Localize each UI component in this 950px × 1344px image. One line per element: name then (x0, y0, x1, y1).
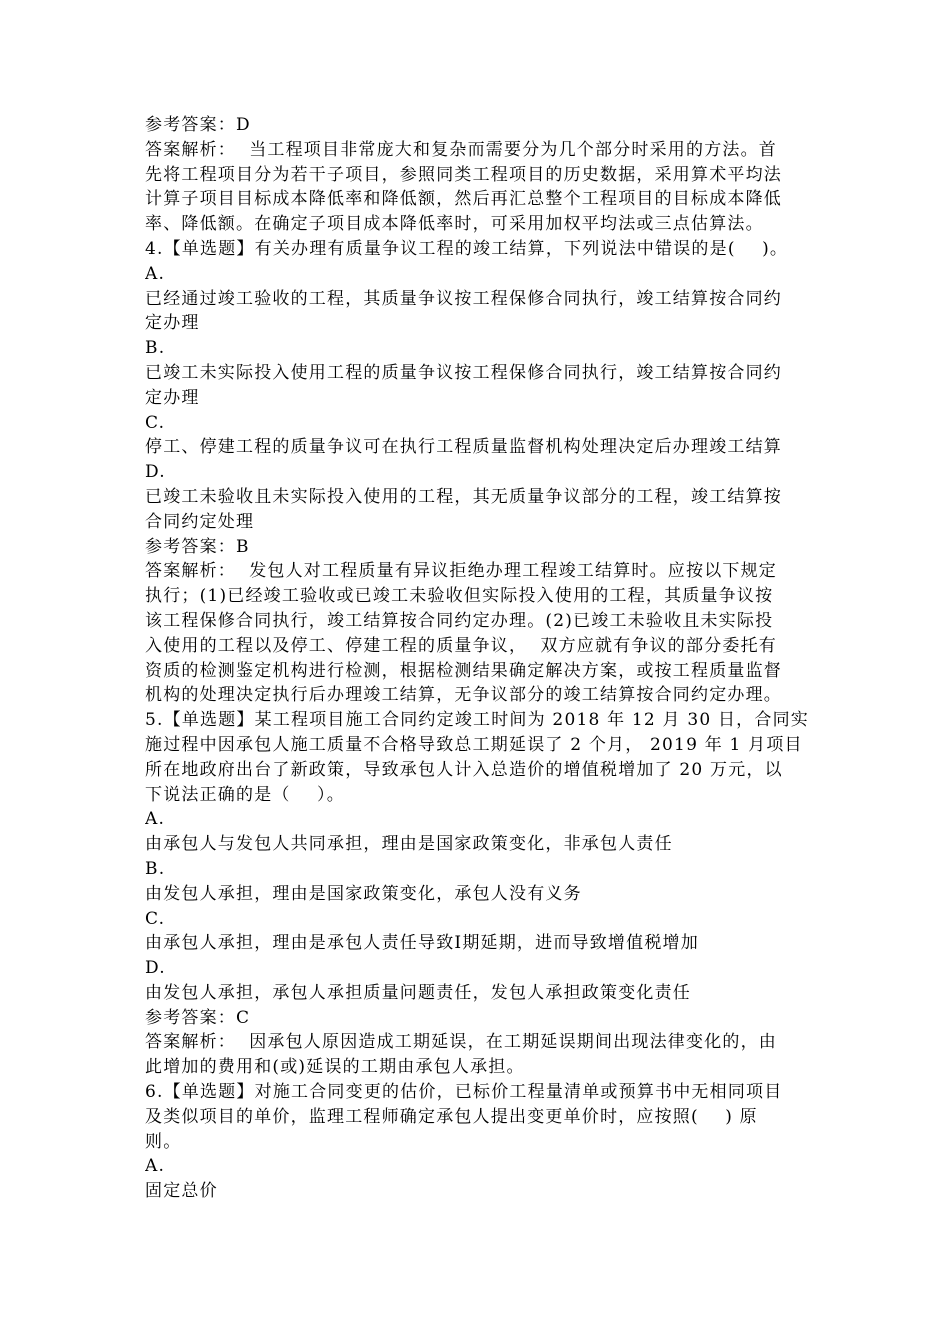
reference-answer: 参考答案：B (145, 536, 250, 557)
answer-explanation: 入使用的工程以及停工、停建工程的质量争议， 双方应就有争议的部分委托有 (145, 635, 778, 656)
text-line: 答案解析： 当工程项目非常庞大和复杂而需要分为几个部分时采用的方法。首 (145, 139, 778, 160)
option-letter: D. (145, 958, 166, 979)
answer-explanation: 执行；(1)已经竣工验收或已竣工未验收但实际投入使用的工程，其质量争议按 (145, 586, 774, 607)
question-title: 下说法正确的是（ ）。 (145, 784, 345, 805)
option-letter: D. (145, 462, 166, 483)
answer-explanation: 该工程保修合同执行，竣工结算按合同约定办理。(2)已竣工未验收且未实际投 (145, 610, 774, 631)
option-text: 由承包人与发包人共同承担，理由是国家政策变化，非承包人责任 (145, 834, 673, 855)
option-text: 已经通过竣工验收的工程，其质量争议按工程保修合同执行，竣工结算按合同约 (145, 288, 782, 309)
text-line: 参考答案：D (145, 115, 251, 135)
option-text: 定办理 (145, 313, 200, 334)
option-letter: C. (145, 908, 166, 929)
question-title: 所在地政府出台了新政策，导致承包人计入总造价的增值税增加了 20 万元，以 (145, 759, 783, 780)
option-letter: A. (145, 809, 166, 830)
option-text: 已竣工未验收且未实际投入使用的工程，其无质量争议部分的工程，竣工结算按 (145, 486, 782, 507)
question-title: 4.【单选题】有关办理有质量争议工程的竣工结算，下列说法中错误的是( )。 (145, 238, 789, 259)
option-letter: B. (145, 338, 166, 359)
question-title: 5.【单选题】某工程项目施工合同约定竣工时间为 2018 年 12 月 30 日，合同实 (145, 710, 809, 731)
option-text: 已竣工未实际投入使用工程的质量争议按工程保修合同执行，竣工结算按合同约 (145, 362, 782, 383)
answer-explanation: 机构的处理决定执行后办理竣工结算，无争议部分的竣工结算按合同约定办理。 (145, 685, 782, 706)
option-text: 固定总价 (145, 1181, 218, 1202)
document-page (145, 113, 810, 1204)
option-text: 停工、停建工程的质量争议可在执行工程质量监督机构处理决定后办理竣工结算 (145, 437, 782, 458)
question-title: 则。 (145, 1131, 182, 1152)
option-letter: A. (145, 1156, 166, 1177)
option-text: 由发包人承担，承包人承担质量问题责任，发包人承担政策变化责任 (145, 982, 691, 1003)
text-line: 先将工程项目分为若干子项目，参照同类工程项目的历史数据，采用算术平均法 (145, 164, 782, 185)
answer-explanation: 答案解析： 因承包人原因造成工期延误，在工期延误期间出现法律变化的，由 (145, 1032, 778, 1053)
answer-explanation: 资质的检测鉴定机构进行检测，根据检测结果确定解决方案，或按工程质量监督 (145, 660, 782, 681)
question-title: 及类似项目的单价，监理工程师确定承包人提出变更单价时，应按照( ) 原 (145, 1106, 758, 1127)
answer-explanation: 答案解析： 发包人对工程质量有异议拒绝办理工程竣工结算时。应按以下规定 (145, 561, 778, 582)
option-text: 合同约定处理 (145, 511, 255, 532)
option-letter: A. (145, 263, 166, 284)
question-title: 6.【单选题】对施工合同变更的估价，已标价工程量清单或预算书中无相同项目 (145, 1082, 783, 1103)
question-title: 施过程中因承包人施工质量不合格导致总工期延误了 2 个月， 2019 年 1 月项目 (145, 734, 803, 755)
option-letter: C. (145, 412, 166, 433)
text-line: 计算子项目目标成本降低率和降低额，然后再汇总整个工程项目的目标成本降低 (145, 189, 782, 210)
option-text: 定办理 (145, 387, 200, 408)
option-text: 由发包人承担，理由是国家政策变化，承包人没有义务 (145, 883, 582, 904)
reference-answer: 参考答案：C (145, 1007, 251, 1028)
text-line: 率、降低额。在确定子项目成本降低率时，可采用加权平均法或三点估算法。 (145, 214, 764, 235)
answer-explanation: 此增加的费用和(或)延误的工期由承包人承担。 (145, 1057, 525, 1078)
option-letter: B. (145, 858, 166, 879)
option-text: 由承包人承担，理由是承包人责任导致Ⅰ期延期，进而导致增值税增加 (145, 933, 699, 954)
